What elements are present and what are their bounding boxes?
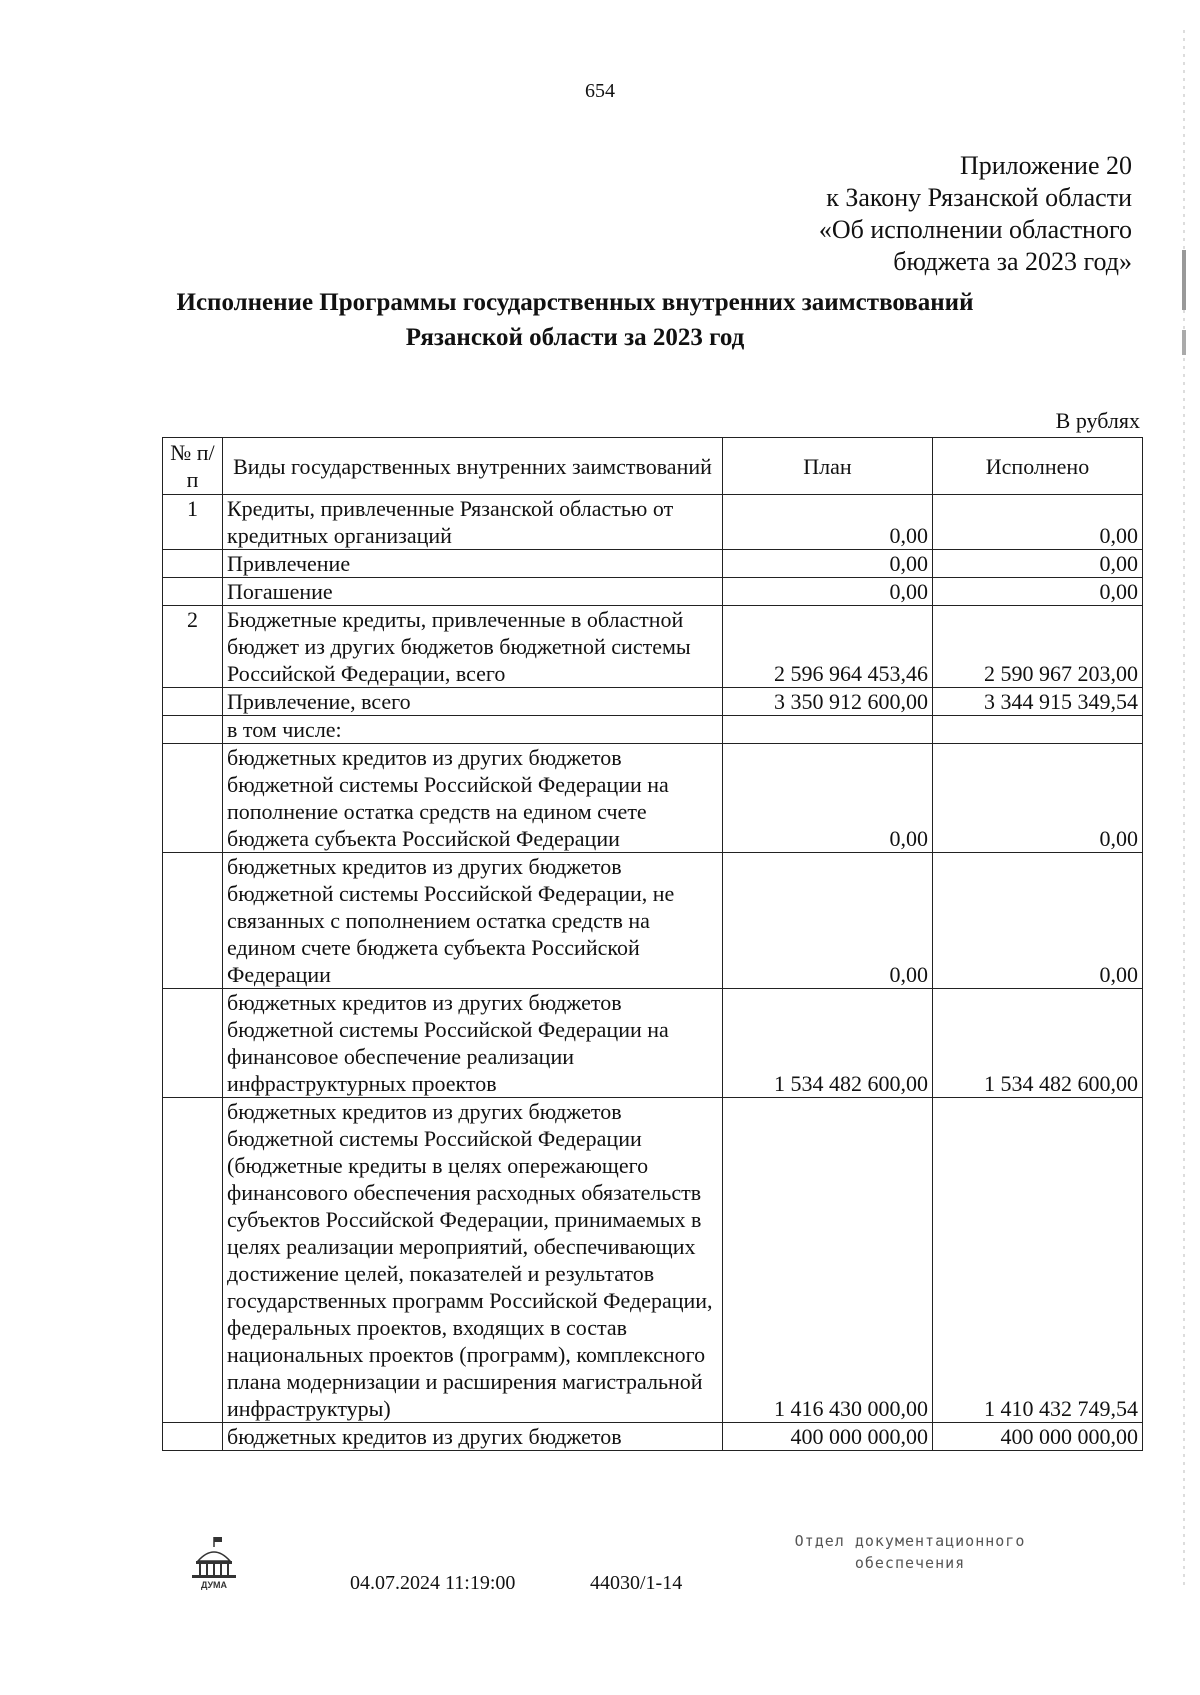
row-plan-cell: 1 416 430 000,00 (723, 1098, 933, 1423)
row-executed-cell (933, 716, 1143, 744)
table-row (163, 550, 1143, 578)
row-plan-cell: 0,00 (723, 550, 933, 578)
table-header-row (163, 438, 1143, 495)
row-executed-cell: 400 000 000,00 (933, 1423, 1143, 1451)
row-executed-cell: 2 590 967 203,00 (933, 606, 1143, 688)
row-plan-cell (723, 716, 933, 744)
document-title (150, 285, 1000, 355)
row-number-cell (163, 716, 223, 744)
row-number-cell: 1 (163, 495, 223, 550)
header-executed: Исполнено (933, 438, 1143, 495)
table-row (163, 744, 1143, 853)
row-plan-cell: 3 350 912 600,00 (723, 688, 933, 716)
row-executed-cell: 1 534 482 600,00 (933, 989, 1143, 1098)
table-row (163, 716, 1143, 744)
row-plan-cell: 2 596 964 453,46 (723, 606, 933, 688)
row-plan-cell: 400 000 000,00 (723, 1423, 933, 1451)
row-name-cell: бюджетных кредитов из других бюджетов бюджетной системы Российской Федерации на финансовое обеспечение реализации инфраструктурных проектов (223, 989, 723, 1098)
units-label: В рублях (1055, 408, 1140, 433)
stamp-line: обеспечения (854, 1554, 966, 1572)
row-plan-cell: 0,00 (723, 853, 933, 989)
row-number-cell (163, 578, 223, 606)
row-executed-cell: 0,00 (933, 495, 1143, 550)
table-row (163, 989, 1143, 1098)
stamp-line: Отдел документационного (794, 1532, 1026, 1550)
table-row (163, 1423, 1143, 1451)
row-number-cell (163, 688, 223, 716)
duma-logo-icon (188, 1535, 240, 1591)
row-executed-cell: 0,00 (933, 578, 1143, 606)
scan-edge-marks (1182, 30, 1186, 1590)
table-row (163, 578, 1143, 606)
table-body (163, 495, 1143, 1451)
row-number-cell (163, 1098, 223, 1423)
row-executed-cell: 1 410 432 749,54 (933, 1098, 1143, 1423)
appendix-line: к Закону Рязанской области (826, 183, 1132, 212)
row-name-cell: Кредиты, привлеченные Рязанской областью от кредитных организаций (223, 495, 723, 550)
row-plan-cell: 0,00 (723, 744, 933, 853)
footer-date: 04.07.2024 11:19:00 (350, 1572, 516, 1594)
row-number-cell (163, 989, 223, 1098)
row-name-cell: Привлечение, всего (223, 688, 723, 716)
row-plan-cell: 0,00 (723, 578, 933, 606)
row-executed-cell: 0,00 (933, 853, 1143, 989)
row-number-cell (163, 744, 223, 853)
row-name-cell: бюджетных кредитов из других бюджетов (223, 1423, 723, 1451)
row-name-cell: бюджетных кредитов из других бюджетов бюджетной системы Российской Федерации (бюджетные кредиты в целях опережающего финансового обеспечения расходных обязательств субъектов Российской Федерации, принимаемых в целях реализации мероприятий, обеспечивающих достижение целей, показателей и результатов государственных программ Российской Федерации, федеральных проектов, входящих в состав национальных проектов (программ), комплексного плана модернизации и расширения магистральной инфраструктуры) (223, 1098, 723, 1423)
table-row (163, 853, 1143, 989)
svg-text:ДУМА: ДУМА (200, 1580, 228, 1590)
footer-reg-number: 44030/1-14 (590, 1572, 683, 1594)
row-executed-cell: 0,00 (933, 550, 1143, 578)
row-name-cell: бюджетных кредитов из других бюджетов бюджетной системы Российской Федерации, не связанных с пополнением остатка средств на едином счете бюджета субъекта Российской Федерации (223, 853, 723, 989)
appendix-note (819, 150, 1132, 278)
title-line: Рязанской области за 2023 год (405, 324, 745, 351)
row-number-cell (163, 1423, 223, 1451)
table-row (163, 495, 1143, 550)
header-num: № п/п (163, 438, 223, 495)
row-name-cell: Бюджетные кредиты, привлеченные в областной бюджет из других бюджетов бюджетной системы Российской Федерации, всего (223, 606, 723, 688)
row-executed-cell: 3 344 915 349,54 (933, 688, 1143, 716)
appendix-line: Приложение 20 (959, 151, 1132, 180)
appendix-line: «Об исполнении областного (818, 215, 1132, 244)
header-plan: План (723, 438, 933, 495)
table-row (163, 688, 1143, 716)
header-name: Виды государственных внутренних заимствований (223, 438, 723, 495)
row-plan-cell: 0,00 (723, 495, 933, 550)
appendix-line: бюджета за 2023 год» (893, 247, 1132, 276)
row-name-cell: Привлечение (223, 550, 723, 578)
row-number-cell (163, 550, 223, 578)
row-number-cell (163, 853, 223, 989)
row-name-cell: в том числе: (223, 716, 723, 744)
row-number-cell: 2 (163, 606, 223, 688)
page-number: 654 (585, 80, 615, 102)
table-row (163, 1098, 1143, 1423)
row-name-cell: Погашение (223, 578, 723, 606)
title-line: Исполнение Программы государственных внутренних заимствований (176, 289, 974, 316)
row-executed-cell: 0,00 (933, 744, 1143, 853)
department-stamp (760, 1530, 1060, 1574)
row-name-cell: бюджетных кредитов из других бюджетов бюджетной системы Российской Федерации на пополнение остатка средств на едином счете бюджета субъекта Российской Федерации (223, 744, 723, 853)
borrowings-table (162, 437, 1143, 1451)
table-row (163, 606, 1143, 688)
row-plan-cell: 1 534 482 600,00 (723, 989, 933, 1098)
